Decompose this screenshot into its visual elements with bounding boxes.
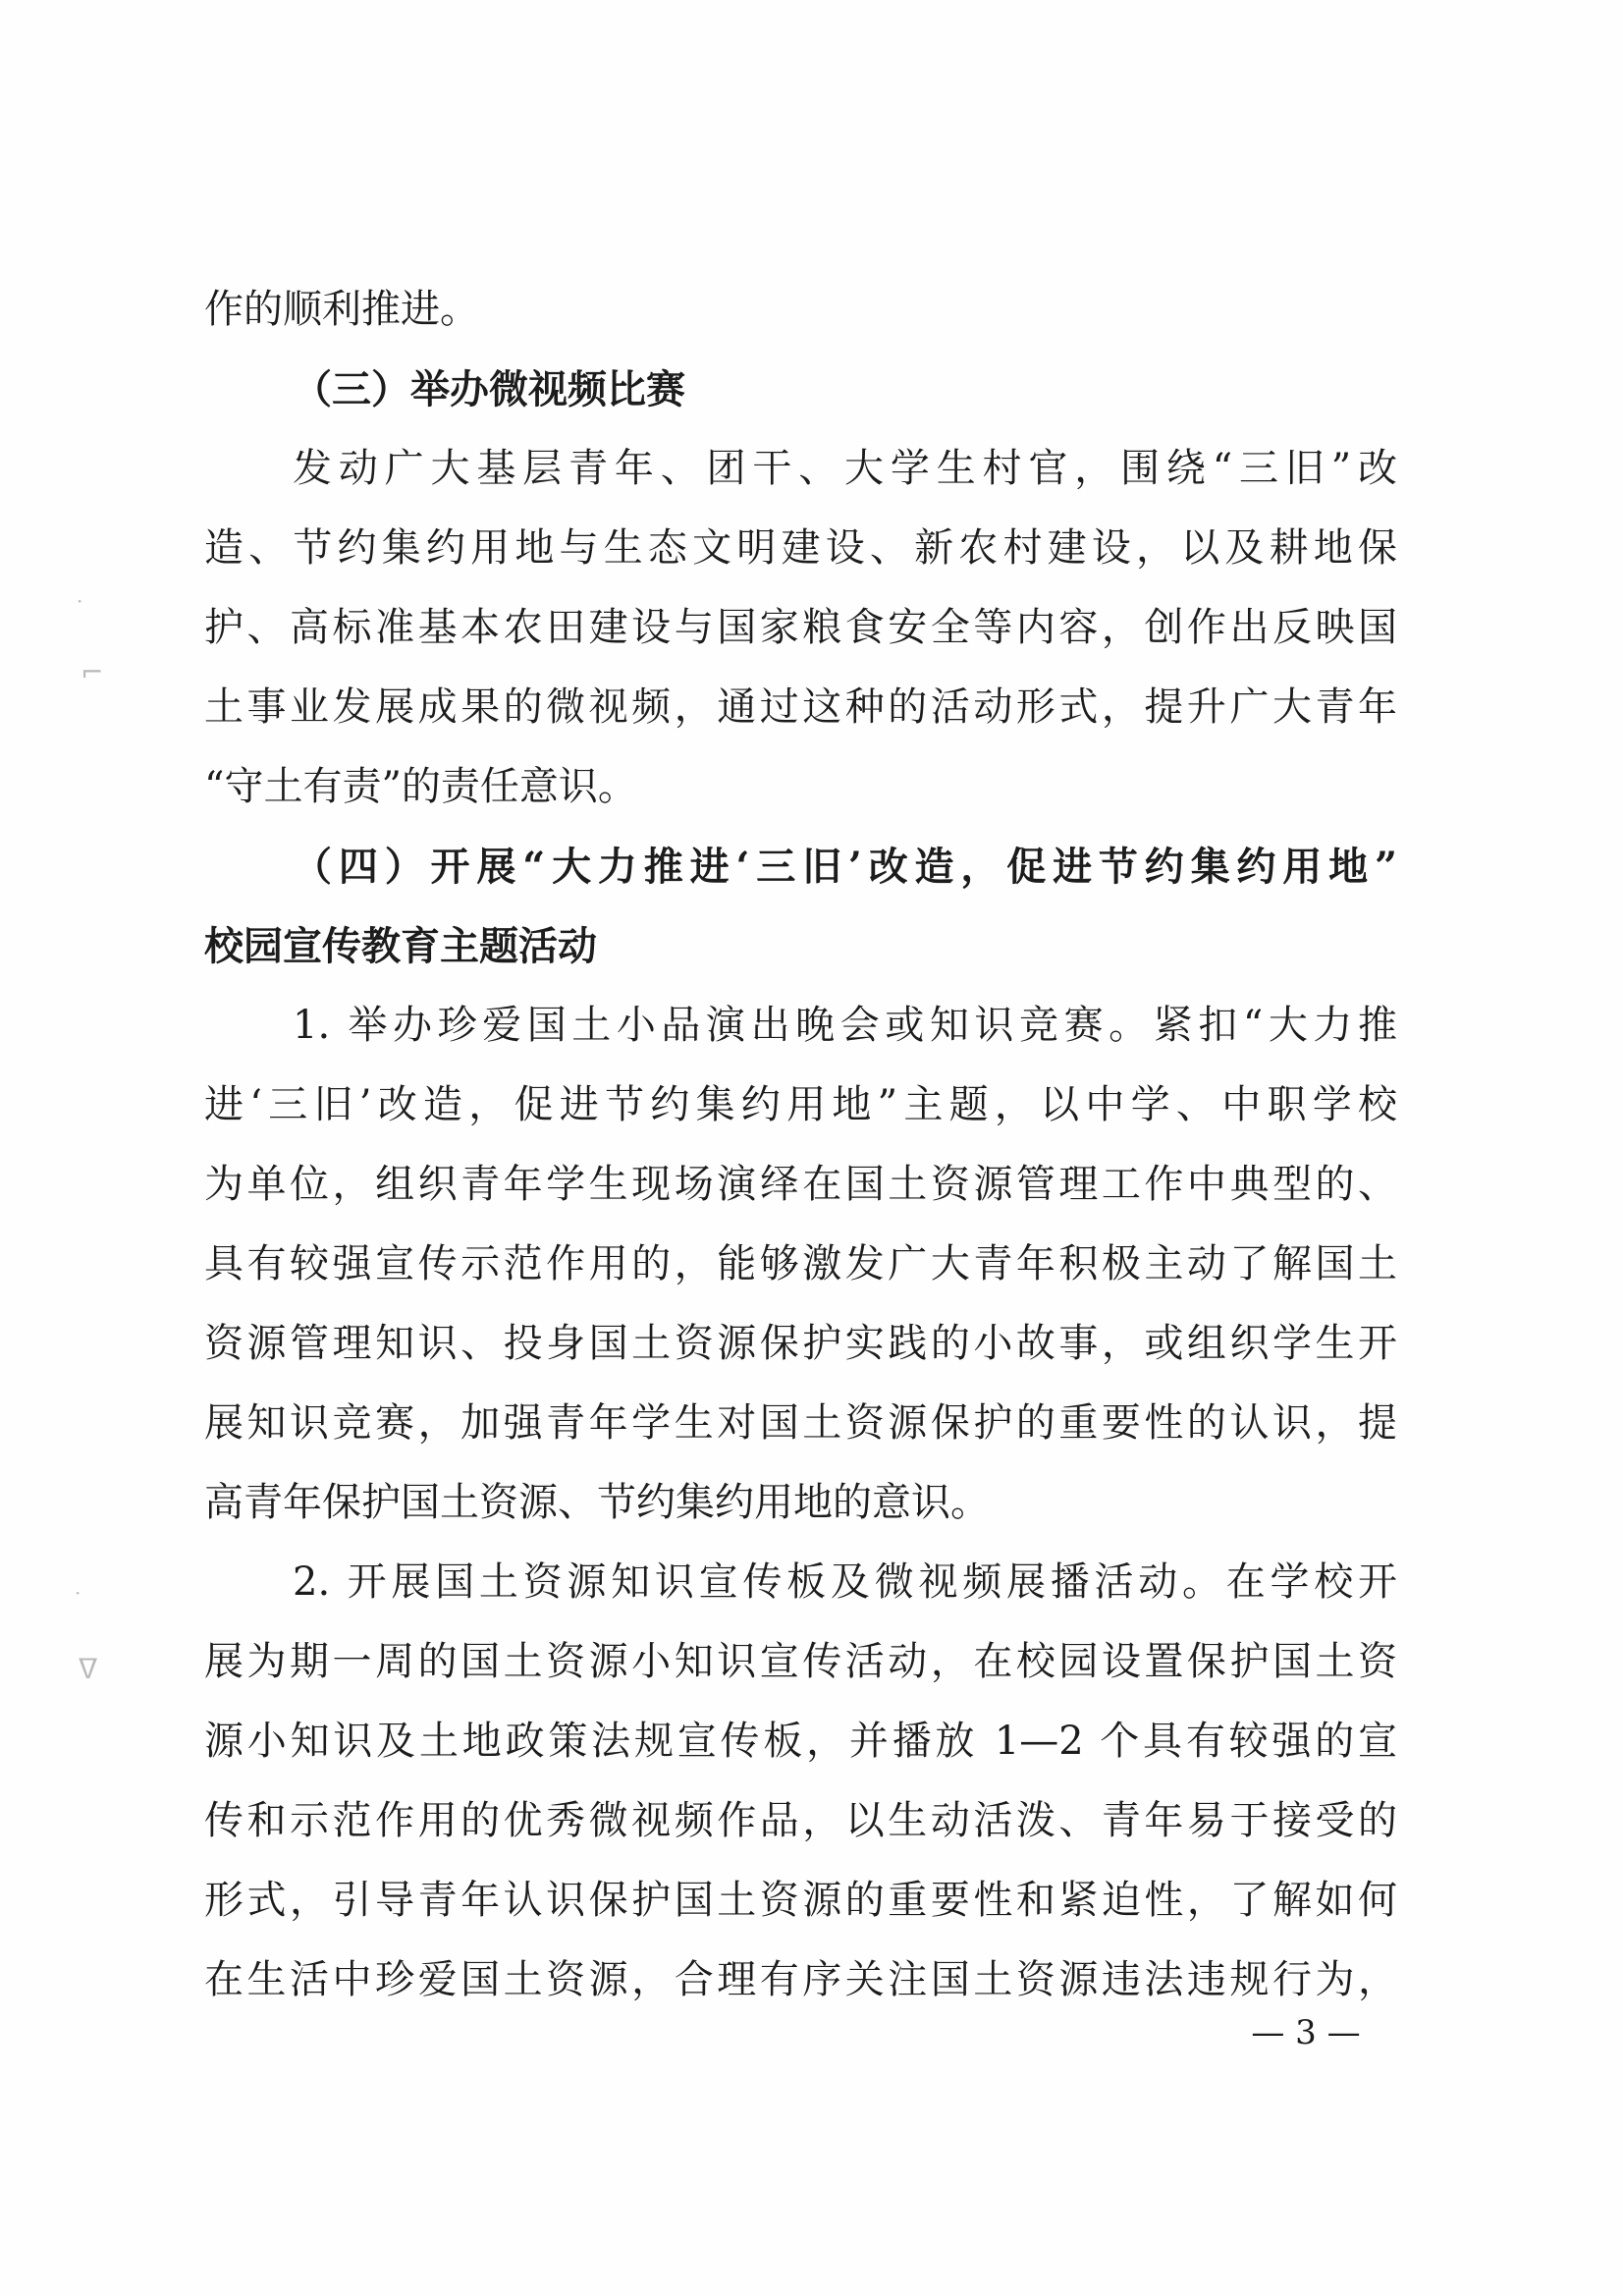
body-line: 高青年保护国土资源、节约集约用地的意识。 [204,1480,990,1525]
body-line: 源小知识及土地政策法规宣传板，并播放 1—2 个具有较强的宣 [204,1719,1397,1764]
page-number: — 3 — [1251,2013,1361,2052]
body-line: 为单位，组织青年学生现场演绎在国土资源管理工作中典型的、 [204,1162,1397,1207]
section-heading: （四）开展“大力推进‘三旧’改造，促进节约集约用地” [293,844,1397,890]
section-heading: （三）举办微视频比赛 [293,366,685,412]
binding-hole-mark: ⌐ [81,656,104,688]
body-line: 传和示范作用的优秀微视频作品，以生动活泼、青年易于接受的 [204,1798,1397,1843]
section-heading-continuation: 校园宣传教育主题活动 [204,923,597,969]
binding-hole-mark: ᐁ [79,1653,98,1685]
body-line: 资源管理知识、投身国土资源保护实践的小故事，或组织学生开 [204,1321,1397,1366]
body-line: 造、节约集约用地与生态文明建设、新农村建设，以及耕地保 [204,525,1397,571]
document-body [204,270,1397,2020]
body-line: 在生活中珍爱国土资源，合理有序关注国土资源违法违规行为， [204,1957,1397,2002]
body-line: 作的顺利推进。 [204,287,479,332]
body-line: 2. 开展国土资源知识宣传板及微视频展播活动。在学校开 [293,1559,1397,1605]
body-line: 展为期一周的国土资源小知识宣传活动，在校园设置保护国土资 [204,1639,1397,1684]
scan-speck-decoration: · [77,589,83,613]
body-line: 土事业发展成果的微视频，通过这种的活动形式，提升广大青年 [204,684,1397,730]
body-line: 发动广大基层青年、团干、大学生村官，围绕“三旧”改 [293,446,1397,491]
body-line: 展知识竞赛，加强青年学生对国土资源保护的重要性的认识，提 [204,1400,1397,1446]
body-line: 形式，引导青年认识保护国土资源的重要性和紧迫性，了解如何 [204,1878,1397,1923]
body-line: “守土有责”的责任意识。 [204,764,637,809]
body-line: 1. 举办珍爱国土小品演出晚会或知识竞赛。紧扣“大力推 [293,1003,1397,1048]
body-line: 具有较强宣传示范作用的，能够激发广大青年积极主动了解国土 [204,1241,1397,1286]
body-line: 进‘三旧’改造，促进节约集约用地”主题，以中学、中职学校 [204,1082,1397,1127]
body-line: 护、高标准基本农田建设与国家粮食安全等内容，创作出反映国 [204,605,1397,650]
scan-speck-decoration: · [75,1581,81,1605]
